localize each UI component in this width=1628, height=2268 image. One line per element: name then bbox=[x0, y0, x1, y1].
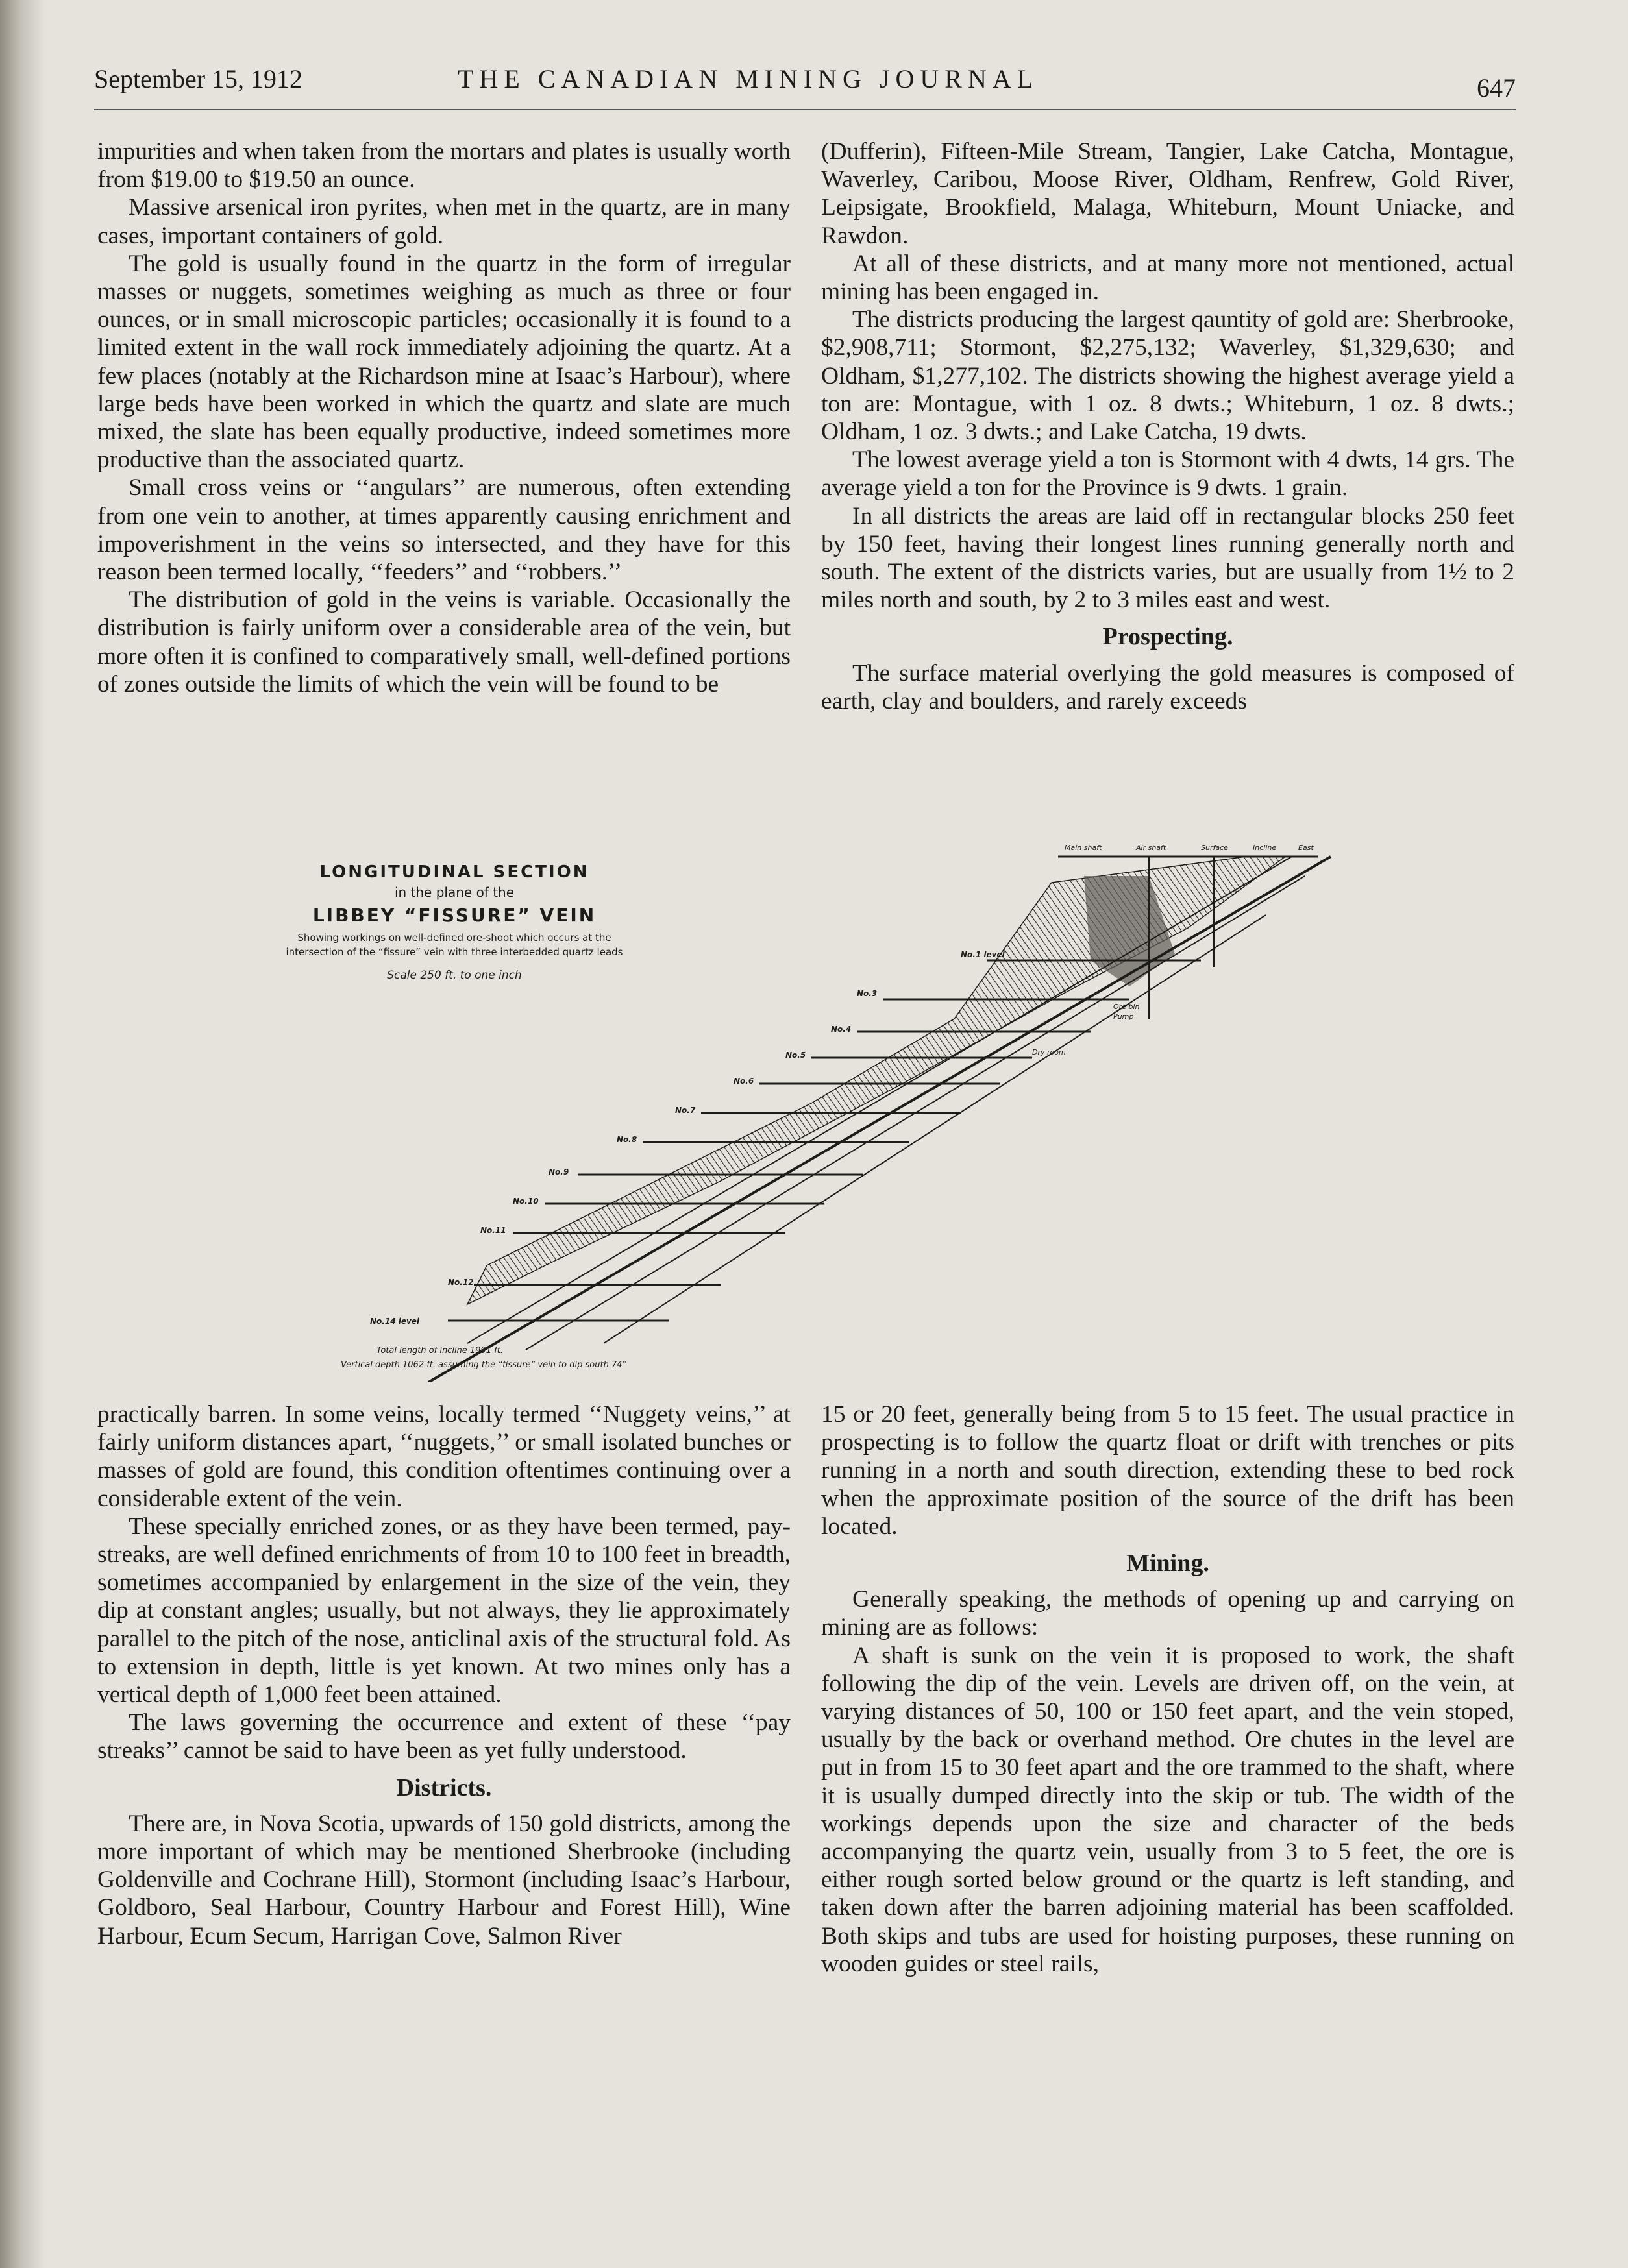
paragraph: 15 or 20 feet, generally being from 5 to 15 feet. The usual practice in prospecting is to follow the quartz float or drift with trenches or pits running in a north and south direction, extending these to bed rock when the approximate position of the source of the drift has been located. bbox=[821, 1401, 1514, 1540]
column-right-bottom bbox=[821, 1400, 1514, 1978]
page-number: 647 bbox=[1477, 73, 1516, 103]
label-dry-room: Dry room bbox=[1032, 1048, 1066, 1056]
journal-title: THE CANADIAN MINING JOURNAL bbox=[458, 64, 1039, 93]
column-right-top bbox=[821, 138, 1514, 715]
level-label: No.3 bbox=[857, 989, 878, 998]
paragraph: At all of these districts, and at many more not mentioned, actual mining has been engaged in. bbox=[821, 250, 1514, 306]
level-lines bbox=[448, 960, 1201, 1321]
figure-subtitle: in the plane of the bbox=[394, 884, 515, 900]
label-pump: Pump bbox=[1113, 1012, 1134, 1021]
figure-scale: Scale 250 ft. to one inch bbox=[387, 969, 522, 982]
vein-section-drawing bbox=[253, 837, 1363, 1382]
level-label: No.8 bbox=[617, 1135, 637, 1144]
page-gutter-shadow bbox=[0, 0, 45, 2268]
header-date: September 15, 1912 bbox=[94, 64, 303, 93]
section-heading-mining: Mining. bbox=[1126, 1550, 1209, 1578]
section-heading-districts: Districts. bbox=[396, 1774, 492, 1801]
level-label: No.11 bbox=[480, 1226, 506, 1235]
level-label: No.4 bbox=[831, 1025, 852, 1034]
vein-line bbox=[467, 857, 1292, 1343]
level-label: No.9 bbox=[549, 1167, 569, 1177]
level-label: No.7 bbox=[675, 1106, 696, 1115]
paragraph: A shaft is sunk on the vein it is proposed to work, the shaft following the dip of the vein. Levels are driven off, on the vein, at varying distances of 50, 100 or 150 feet apart, and the vein stoped, usually by the back or overhand method. Ore chutes in the level are put in from 15 to 30 feet apart and the ore trammed to the shaft, where it is usually dumped directly into the skip or tub. The width of the workings depends upon the size and character of the beds accompanying the quartz vein, usually from 3 to 5 feet, the ore is either rough sorted below ground or the quartz is left standing, and taken down after the barren adjoining material has been scaffolded. Both skips and tubs are used for hoisting purposes, these running on wooden guides or steel rails, bbox=[821, 1642, 1514, 1977]
label-surface: Surface bbox=[1201, 844, 1228, 852]
figure-title: LONGITUDINAL SECTION bbox=[319, 862, 589, 882]
paragraph: Massive arsenical iron pyrites, when met in the quartz, are in many cases, important containers of gold. bbox=[97, 194, 791, 249]
paragraph: There are, in Nova Scotia, upwards of 150 gold districts, among the more important of which may be mentioned Sherbrooke (including Goldenville and Cochrane Hill), Stormont (including Isaac’s Harbour, Goldboro, Seal Harbour, Country Harbour and Forest Hill), Wine Harbour, Ecum Secum, Harrigan Cove, Salmon River bbox=[97, 1810, 791, 1949]
label-ore-bin: Ore bin bbox=[1113, 1003, 1140, 1011]
figure-vein-name: LIBBEY “FISSURE” VEIN bbox=[312, 905, 597, 926]
level-label: No.10 bbox=[513, 1197, 539, 1206]
paragraph: Generally speaking, the methods of opening up and carrying on mining are as follows: bbox=[821, 1586, 1514, 1641]
figure-vertical-depth: Vertical depth 1062 ft. assuming the “fissure” vein to dip south 74° bbox=[341, 1360, 626, 1370]
paragraph: impurities and when taken from the mortars and plates is usually worth from $19.00 to $19.50 an ounce. bbox=[97, 138, 791, 193]
paragraph: (Dufferin), Fifteen-Mile Stream, Tangier, Lake Catcha, Montague, Waverley, Caribou, Moose River, Oldham, Renfrew, Gold River, Leipsigate, Brookfield, Malaga, Whiteburn, Mount Uniacke, and Rawdon. bbox=[821, 138, 1514, 249]
paragraph: The surface material overlying the gold measures is composed of earth, clay and boulders, and rarely exceeds bbox=[821, 659, 1514, 714]
paragraph: The distribution of gold in the veins is variable. Occasionally the distribution is fairly uniform over a considerable area of the vein, but more often it is confined to comparatively small, well-defined portions of zones outside the limits of which the vein will be found to be bbox=[97, 587, 791, 698]
header-rule bbox=[94, 109, 1516, 110]
paragraph: practically barren. In some veins, locally termed ‘‘Nuggety veins,’’ at fairly uniform distances apart, ‘‘nuggets,’’ or small isolated bunches or masses of gold are found, this condition oftentimes continuing over a considerable extent of the vein. bbox=[97, 1401, 791, 1512]
label-incline: Incline bbox=[1253, 844, 1277, 852]
longitudinal-section-figure bbox=[253, 837, 1363, 1382]
paragraph: Small cross veins or ‘‘angulars’’ are numerous, often extending from one vein to another, at times apparently causing enrichment and impoverishment in the veins so intersected, and they have for this reason been termed locally, ‘‘feeders’’ and ‘‘robbers.’’ bbox=[97, 474, 791, 586]
column-left-top bbox=[97, 138, 791, 698]
running-header bbox=[94, 64, 1516, 109]
level-label: No.6 bbox=[734, 1077, 754, 1086]
figure-caption-2: intersection of the “fissure” vein with three interbedded quartz leads bbox=[286, 946, 623, 958]
paragraph: These specially enriched zones, or as they have been termed, pay-streaks, are well defined enrichments of from 10 to 100 feet in breadth, sometimes accompanied by enlargement in the size of the vein, they dip at constant angles; usually, but not always, they lie approximately parallel to the pitch of the nose, anticlinal axis of the structural fold. As to extension in depth, little is yet known. At two mines only has a vertical depth of 1,000 feet been attained. bbox=[97, 1513, 791, 1709]
paragraph: The laws governing the occurrence and extent of these ‘‘pay streaks’’ cannot be said to have been as yet fully understood. bbox=[97, 1709, 791, 1764]
figure-caption-1: Showing workings on well-defined ore-shoot which occurs at the bbox=[297, 932, 611, 944]
paragraph: The lowest average yield a ton is Stormont with 4 dwts, 14 grs. The average yield a ton for the Province is 9 dwts. 1 grain. bbox=[821, 446, 1514, 502]
vein-line bbox=[604, 915, 1266, 1343]
paragraph: In all districts the areas are laid off in rectangular blocks 250 feet by 150 feet, having their longest lines running generally north and south. The extent of the districts varies, but are usually from 1½ to 2 miles north and south, by 2 to 3 miles east and west. bbox=[821, 502, 1514, 614]
paragraph: The gold is usually found in the quartz in the form of irregular masses or nuggets, sometimes weighing as much as three or four ounces, or in small microscopic particles; occasionally it is found to a limited extent in the wall rock immediately adjoining the quartz. At a few places (notably at the Richardson mine at Isaac’s Harbour), where large beds have been worked in which the quartz and slate are much mixed, the slate has been equally productive, indeed sometimes more productive than the associated quartz. bbox=[97, 250, 791, 474]
level-label: No.12 bbox=[448, 1278, 474, 1287]
level-label: No.1 level bbox=[961, 950, 1005, 959]
level-label: No.14 level bbox=[370, 1317, 420, 1326]
section-heading-prospecting: Prospecting. bbox=[1102, 623, 1233, 651]
label-air-shaft: Air shaft bbox=[1136, 844, 1166, 852]
level-label: No.5 bbox=[785, 1051, 806, 1060]
column-left-bottom bbox=[97, 1400, 791, 1950]
figure-total-length: Total length of incline 1991 ft. bbox=[376, 1346, 503, 1356]
label-east: East bbox=[1298, 844, 1314, 852]
paragraph: The districts producing the largest qauntity of gold are: Sherbrooke, $2,908,711; Stormont, $2,275,132; Waverley, $1,329,630; and Oldham, $1,277,102. The districts showing the highest average yield a ton are: Montague, with 1 oz. 8 dwts.; Whiteburn, 1 oz. 8 dwts.; Oldham, 1 oz. 3 dwts.; and Lake Catcha, 19 dwts. bbox=[821, 306, 1514, 446]
label-main-shaft: Main shaft bbox=[1065, 844, 1102, 852]
